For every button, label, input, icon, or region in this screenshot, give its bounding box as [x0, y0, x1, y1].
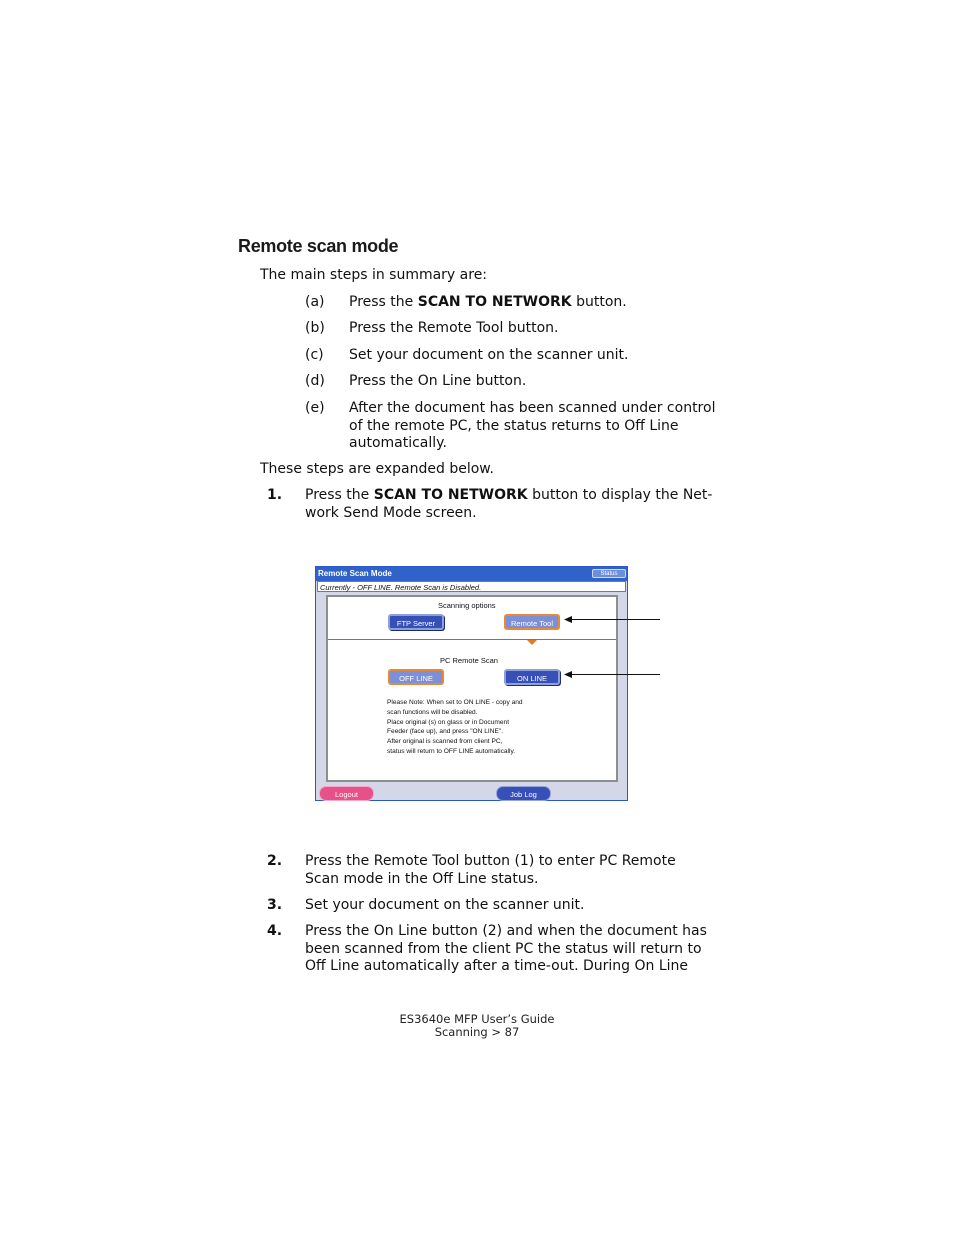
current-status-bar: [317, 581, 626, 592]
footer-guide-title: ES3640e MFP User’s Guide: [399, 1012, 555, 1026]
scanning-options-label: Scanning options: [438, 601, 496, 610]
step-text-1: Press the SCAN TO NETWORK button to display the Net-work Send Mode screen.: [305, 487, 713, 521]
remote-tool-button[interactable]: Remote Tool: [504, 614, 560, 630]
expanded-intro: These steps are expanded below.: [260, 461, 494, 477]
step-text-4: Press the On Line button (2) and when the document has been scanned from the client PC the status will return to Off Line automatically after a time-out. During On Line: [305, 923, 707, 974]
summary-label-b: (b): [305, 320, 325, 336]
step-text-3: Set your document on the scanner unit.: [305, 897, 585, 913]
screen-title: Remote Scan Mode: [318, 569, 392, 578]
ftp-server-button[interactable]: FTP Server: [388, 614, 444, 630]
current-status-text: Currently - OFF LINE. Remote Scan is Disabled.: [320, 583, 482, 592]
summary-text-d: Press the On Line button.: [349, 373, 527, 389]
summary-text-c: Set your document on the scanner unit.: [349, 347, 629, 363]
arrow-left-icon: [564, 616, 572, 623]
step-number-4: 4.: [267, 923, 283, 939]
remote-scan-screenshot: [315, 566, 628, 801]
job-log-button[interactable]: Job Log: [496, 786, 551, 801]
summary-label-e: (e): [305, 400, 325, 416]
step-number-3: 3.: [267, 897, 283, 913]
please-note-text: Please Note: When set to ON LINE - copy and scan functions will be disabled. Place original (s) on glass or in Document Feeder (face up), and press "ON LINE". After original is scanned from client PC, status will return to OFF LINE automatically.: [387, 699, 523, 755]
summary-text-e: After the document has been scanned under control of the remote PC, the status returns to Off Line automatically.: [349, 400, 716, 451]
logout-button[interactable]: Logout: [319, 786, 374, 801]
status-button[interactable]: Status: [592, 569, 626, 578]
summary-text-a: Press the SCAN TO NETWORK button.: [349, 294, 627, 310]
selection-indicator-icon: [527, 640, 537, 645]
intro-text: The main steps in summary are:: [260, 267, 488, 283]
screen-title-bar: [316, 567, 627, 581]
off-line-button[interactable]: OFF LINE: [388, 669, 444, 685]
step-number-1: 1.: [267, 487, 283, 503]
on-line-button[interactable]: ON LINE: [504, 669, 560, 685]
step-number-2: 2.: [267, 853, 283, 869]
callout-arrows: [560, 610, 664, 682]
step-text-2: Press the Remote Tool button (1) to enter PC Remote Scan mode in the Off Line status.: [305, 853, 676, 887]
summary-label-d: (d): [305, 373, 325, 389]
pc-remote-scan-label: PC Remote Scan: [440, 656, 498, 665]
arrow-left-icon: [564, 671, 572, 678]
summary-text-b: Press the Remote Tool button.: [349, 320, 559, 336]
section-heading: Remote scan mode: [238, 236, 399, 256]
summary-label-c: (c): [305, 347, 324, 363]
summary-label-a: (a): [305, 294, 325, 310]
footer-page-ref: Scanning > 87: [434, 1025, 520, 1039]
